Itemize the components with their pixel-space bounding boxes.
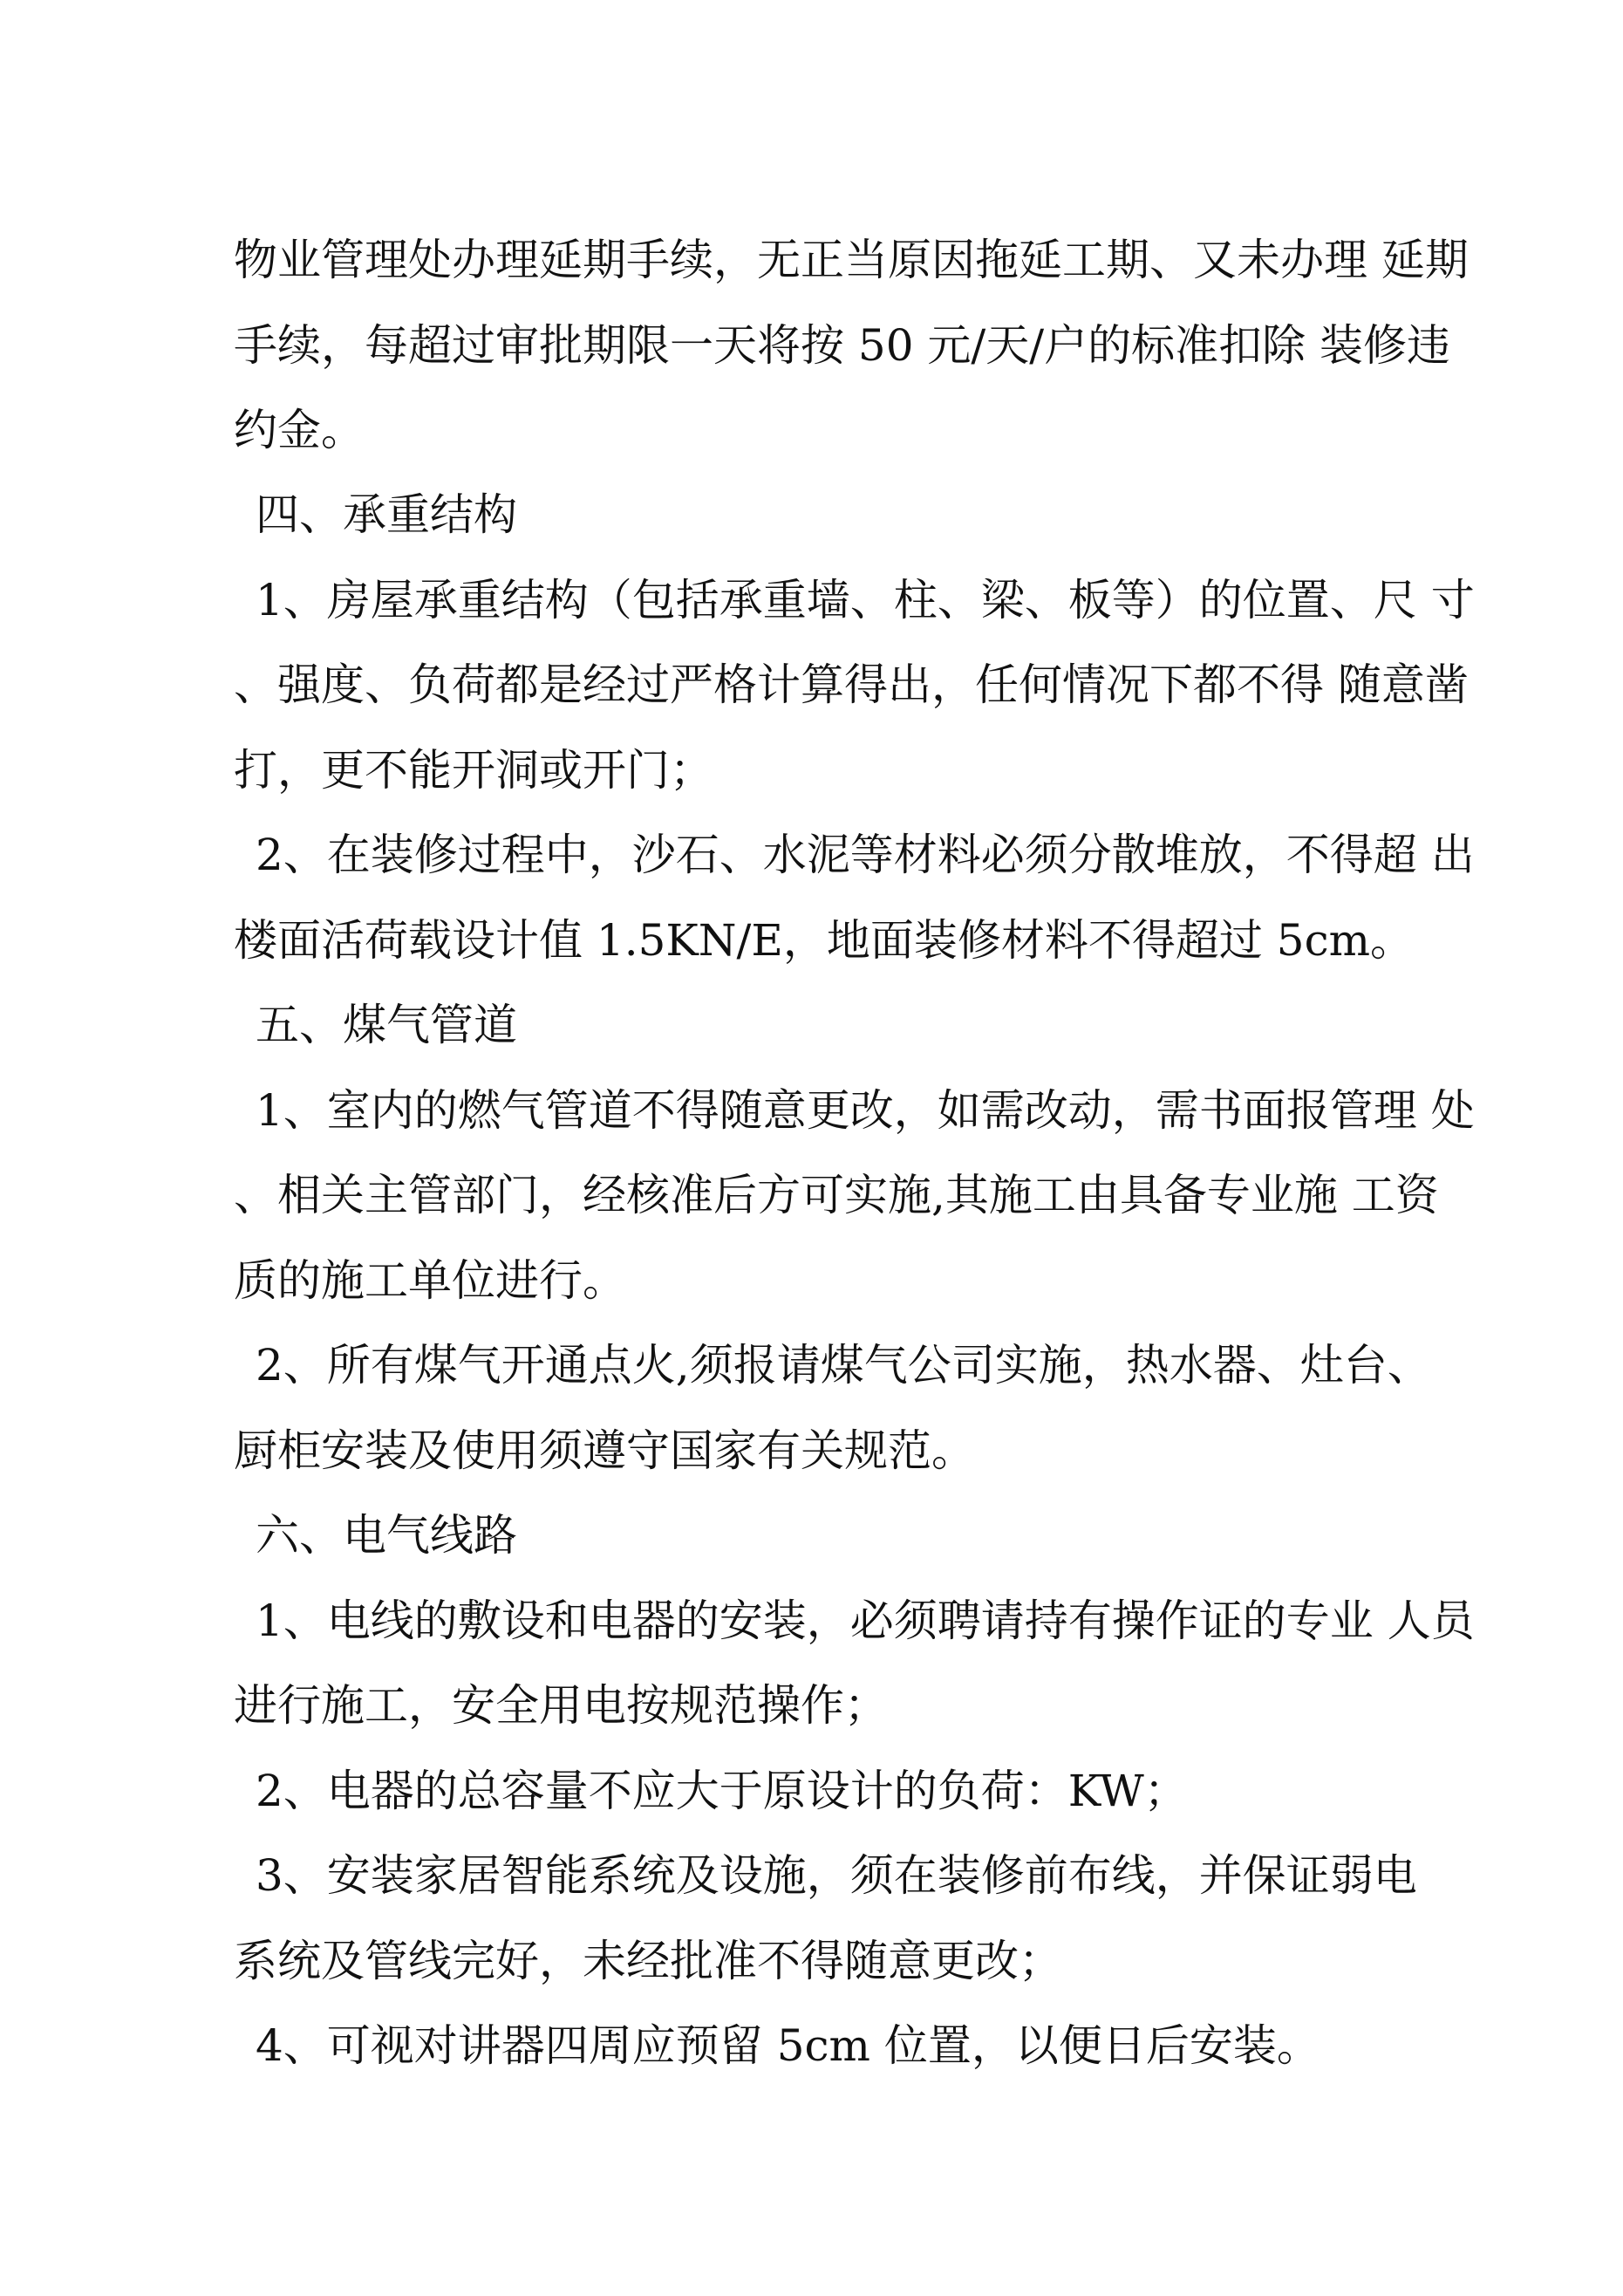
section-heading: 四、承重结构 — [256, 489, 517, 540]
text-line: 手续，每超过审批期限一天将按 50 元/天/户的标准扣除 装修违 — [234, 320, 1450, 371]
text-line: 2、电器的总容量不应大于原设计的负荷：KW； — [256, 1766, 1188, 1816]
text-line: 打，更不能开洞或开门； — [234, 745, 713, 796]
section-heading: 六、电气线路 — [256, 1510, 517, 1561]
text-line: 1、电线的敷设和电器的安装，必须聘请持有操作证的专业 人员 — [256, 1596, 1475, 1646]
section-heading: 五、煤气管道 — [256, 1000, 517, 1050]
text-line: 1、房屋承重结构（包括承重墙、柱、梁、板等）的位置、尺 寸 — [256, 575, 1475, 625]
text-line: 约金。 — [234, 405, 365, 455]
text-line: 物业管理处办理延期手续，无正当原因拖延工期、又未办理 延期 — [234, 235, 1469, 285]
text-line: 4、可视对讲器四周应预留 5cm 位置，以便日后安装。 — [256, 2020, 1320, 2071]
text-line: 、相关主管部门，经核准后方可实施,其施工由具备专业施 工资 — [234, 1170, 1439, 1220]
text-line: 3、安装家居智能系统及设施，须在装修前布线，并保证弱电 — [256, 1850, 1417, 1901]
text-line: 楼面活荷载设计值 1.5KN/E，地面装修材料不得超过 5cm。 — [234, 915, 1414, 966]
text-line: 2、在装修过程中，沙石、水泥等材料必须分散堆放，不得超 出 — [256, 830, 1475, 880]
text-line: 质的施工单位进行。 — [234, 1255, 626, 1306]
text-line: 进行施工，安全用电按规范操作； — [234, 1680, 888, 1731]
text-line: 系统及管线完好，未经批准不得随意更改； — [234, 1936, 1062, 1986]
text-line: 2、所有煤气开通点火,须报请煤气公司实施，热水器、灶台、 — [256, 1340, 1431, 1391]
text-line: 1、室内的燃气管道不得随意更改，如需改动，需书面报管理 处 — [256, 1085, 1475, 1136]
text-line: 、强度、负荷都是经过严格计算得出，任何情况下都不得 随意凿 — [234, 659, 1469, 710]
text-line: 厨柜安装及使用须遵守国家有关规范。 — [234, 1425, 975, 1476]
